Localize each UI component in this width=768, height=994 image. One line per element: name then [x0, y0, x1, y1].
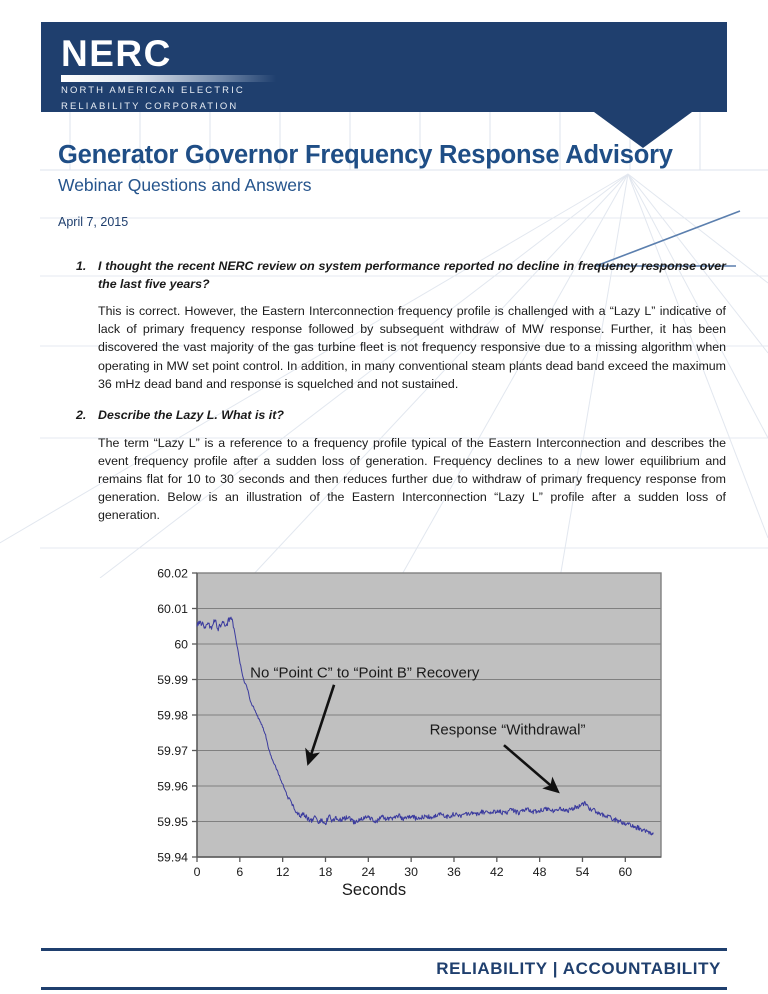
chart-y-tick-label: 59.97: [157, 744, 188, 759]
page-subtitle: Webinar Questions and Answers: [58, 175, 312, 195]
page-footer: [41, 948, 727, 990]
nerc-logo: [61, 35, 321, 113]
question-text: Describe the Lazy L. What is it?: [98, 408, 284, 423]
chart-annotation-label: No “Point C” to “Point B” Recovery: [250, 664, 480, 682]
chart-y-tick-label: 60.01: [157, 602, 188, 617]
chart-y-tick-label: 59.96: [157, 779, 188, 794]
question-row: [0, 258, 768, 293]
chart-y-tick-label: 59.94: [157, 850, 188, 865]
chart-x-tick-label: 0: [193, 865, 201, 879]
frequency-response-chart: [0, 556, 768, 901]
chart-x-tick-label: 6: [236, 865, 244, 879]
footer-tagline: RELIABILITY | ACCOUNTABILITY: [436, 959, 721, 978]
chart-x-tick-label: 42: [489, 865, 504, 879]
document-date: April 7, 2015: [58, 215, 129, 229]
answer-text: The term “Lazy L” is a reference to a frequency profile typical of the Eastern Interconnection and describes the event frequency profile after a sudden loss of generation. Frequency declines to a new lower equilibrium and remains flat for 10 to 30 seconds and then reduces further due to withdraw of primary frequency response from generation. Below is an illustration of the Eastern Interconnection “Lazy L” profile after a sudden loss of generation.: [98, 435, 726, 523]
document-body: [0, 258, 768, 527]
chart-y-tick-label: 59.99: [157, 673, 188, 688]
nerc-logo-gradient-bar: [61, 75, 276, 82]
page-title: Generator Governor Frequency Response Advisory: [58, 141, 673, 169]
chart-y-tick-label: 60: [174, 637, 188, 652]
chart-y-tick-label: 60.02: [157, 566, 188, 581]
chart-x-tick-label: 36: [447, 865, 461, 879]
chart-y-tick-label: 59.98: [157, 708, 188, 723]
chart-y-tick-label: 59.95: [157, 815, 188, 830]
chart-x-tick-label: 18: [318, 865, 333, 879]
question-number: 1.: [76, 259, 87, 273]
chart-x-tick-label: 30: [404, 865, 418, 879]
qa-item: [0, 407, 768, 525]
footer-rule-bottom: [41, 987, 727, 990]
chart-x-tick-label: 54: [575, 865, 590, 879]
chart-x-tick-label: 12: [275, 865, 290, 879]
nerc-logo-subtitle-line2: RELIABILITY CORPORATION: [61, 100, 239, 112]
title-block: [58, 140, 748, 229]
chart-x-tick-label: 60: [618, 865, 633, 879]
header-banner: [41, 22, 727, 112]
nerc-logo-wordmark: NERC: [61, 33, 172, 74]
footer-inner: [41, 951, 727, 987]
chart-x-tick-label: 24: [361, 865, 376, 879]
answer-text: This is correct. However, the Eastern Interconnection frequency profile is challenged with a “Lazy L” indicative of lack of primary frequency response followed by subsequent withdraw of MW response. Further, it has been discovered the vast majority of the gas turbine fleet is not frequency responsive due to a missing algorithm when operating in MW set point control. In addition, in many conventional steam plants dead band exceed the maximum 36 mHz dead band and response is squelched and not sustained.: [98, 304, 726, 391]
nerc-logo-subtitle-line1: NORTH AMERICAN ELECTRIC: [61, 85, 245, 96]
chart-x-axis-title: Seconds: [341, 881, 407, 899]
question-row: [0, 407, 768, 425]
chart-x-tick-label: 48: [532, 865, 547, 879]
question-number: 2.: [76, 408, 87, 423]
question-text: I thought the recent NERC review on system performance reported no decline in frequency response over the last five years?: [98, 259, 726, 291]
chart-annotation-label: Response “Withdrawal”: [429, 721, 586, 739]
qa-item: [0, 258, 768, 393]
